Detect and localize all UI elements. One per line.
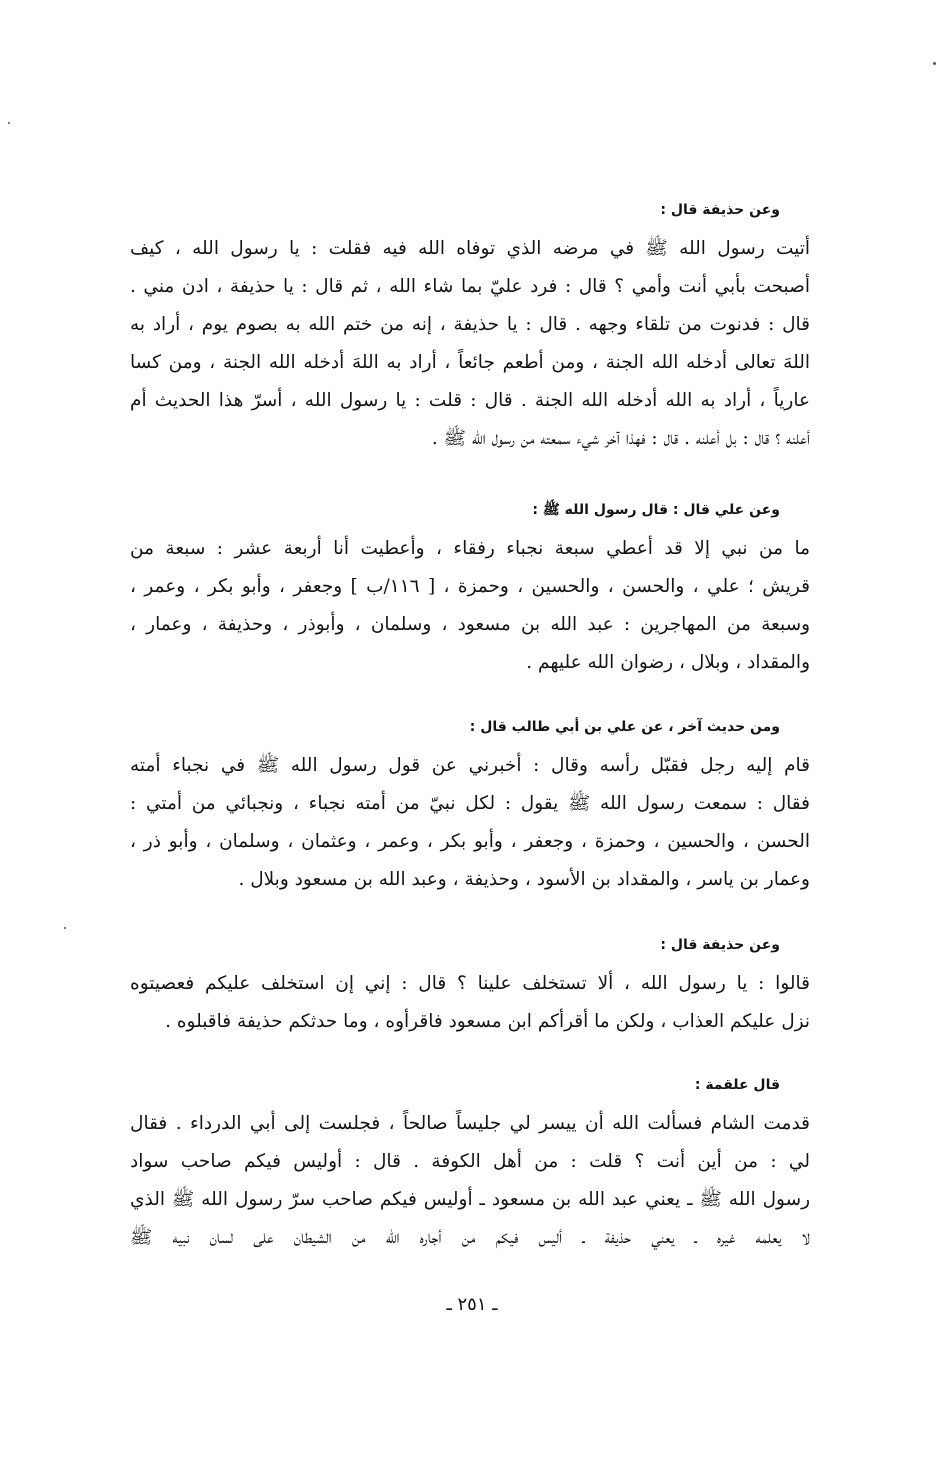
text-line: لي : من أين أنت ؟ قلت : من أهل الكوفة . قال : أوليس فيكم صاحب سواد bbox=[130, 1151, 810, 1172]
text-line: رسول الله ﷺ ـ يعني عبد الله بن مسعود ـ أوليس فيكم صاحب سرّ رسول الله ﷺ الذي bbox=[130, 1189, 810, 1210]
text-line: قال : فدنوت من تلقاء وجهه . قال : يا حذيفة ، إنه من ختم الله به بصوم يوم ، أراد به bbox=[130, 314, 810, 335]
text-line: قريش ؛ علي ، والحسن ، والحسين ، وحمزة ، [ ١١٦/ب ] وجعفر ، وأبو بكر ، وعمر ، bbox=[130, 576, 810, 597]
section-body-5 bbox=[130, 1105, 810, 1257]
section-body-2 bbox=[130, 530, 810, 682]
text-line: والمقداد ، وبلال ، رضوان الله عليهم . bbox=[526, 652, 810, 673]
text-line: ما من نبي إلا قد أعطي سبعة نجباء رفقاء ، وأعطيت أنا أربعة عشر : سبعة من bbox=[130, 538, 810, 559]
section-heading-2: وعن علي قال : قال رسول الله ﷺ : bbox=[532, 502, 780, 518]
section-body-1 bbox=[130, 230, 810, 458]
text-line: لا يعلمه غيره ـ يعني حذيفة ـ أليس فيكم من أجاره الله من الشيطان على لسان نبيه ﷺ bbox=[130, 1227, 810, 1248]
section-heading-4: وعن حذيفة قال : bbox=[660, 937, 780, 953]
text-line: وسبعة من المهاجرين : عبد الله بن مسعود ، وسلمان ، وأبوذر ، وحذيفة ، وعمار ، bbox=[130, 614, 810, 635]
text-line: فقال : سمعت رسول الله ﷺ يقول : لكل نبيّ من أمته نجباء ، ونجبائي من أمتي : bbox=[130, 793, 810, 814]
section-heading-1: وعن حذيفة قال : bbox=[660, 202, 780, 218]
text-line: أتيت رسول الله ﷺ في مرضه الذي توفاه الله فيه فقلت : يا رسول الله ، كيف bbox=[130, 238, 810, 259]
page-number: ـ ٢٥١ ـ bbox=[446, 1294, 498, 1315]
text-line: قالوا : يا رسول الله ، ألا تستخلف علينا ؟ قال : إني إن استخلف عليكم فعصيتوه bbox=[130, 973, 810, 994]
text-line: أصبحت بأبي أنت وأمي ؟ قال : فرد عليّ بما شاء الله ، ثم قال : يا حذيفة ، ادن مني . bbox=[130, 276, 810, 297]
text-line: عارياً ، أراد به الله أدخله الله الجنة . قال : قلت : يا رسول الله ، أسرّ هذا الحديث أم bbox=[130, 390, 810, 411]
section-heading-5: قال علقمة : bbox=[694, 1077, 780, 1093]
text-line: نزل عليكم العذاب ، ولكن ما أقرأكم ابن مسعود فاقرأوه ، وما حدثكم حذيفة فاقبلوه . bbox=[165, 1011, 810, 1032]
text-line: قام إليه رجل فقبّل رأسه وقال : أخبرني عن قول رسول الله ﷺ في نجباء أمته bbox=[130, 755, 810, 776]
text-line: الحسن ، والحسين ، وحمزة ، وجعفر ، وأبو بكر ، وعمر ، وعثمان ، وسلمان ، وأبو ذر ، bbox=[130, 831, 810, 852]
text-line: أعلنه ؟ قال : بل أعلنه . قال : فهذا آخر شيء سمعته من رسول الله ﷺ . bbox=[431, 428, 810, 449]
scan-speck bbox=[933, 62, 936, 65]
scan-speck bbox=[64, 927, 66, 929]
section-body-4 bbox=[130, 965, 810, 1041]
text-line: اللهَ تعالى أدخله الله الجنة ، ومن أطعم جائعاً ، أراد به اللهَ أدخله الله الجنة ، ومن كسا bbox=[130, 352, 810, 373]
section-body-3 bbox=[130, 747, 810, 899]
scan-speck bbox=[8, 122, 10, 124]
text-line: وعمار بن ياسر ، والمقداد بن الأسود ، وحذيفة ، وعبد الله بن مسعود وبلال . bbox=[238, 869, 810, 890]
text-line: قدمت الشام فسألت الله أن ييسر لي جليساً صالحاً ، فجلست إلى أبي الدرداء . فقال bbox=[130, 1113, 810, 1134]
section-heading-3: ومن حديث آخر ، عن علي بن أبي طالب قال : bbox=[469, 719, 780, 735]
